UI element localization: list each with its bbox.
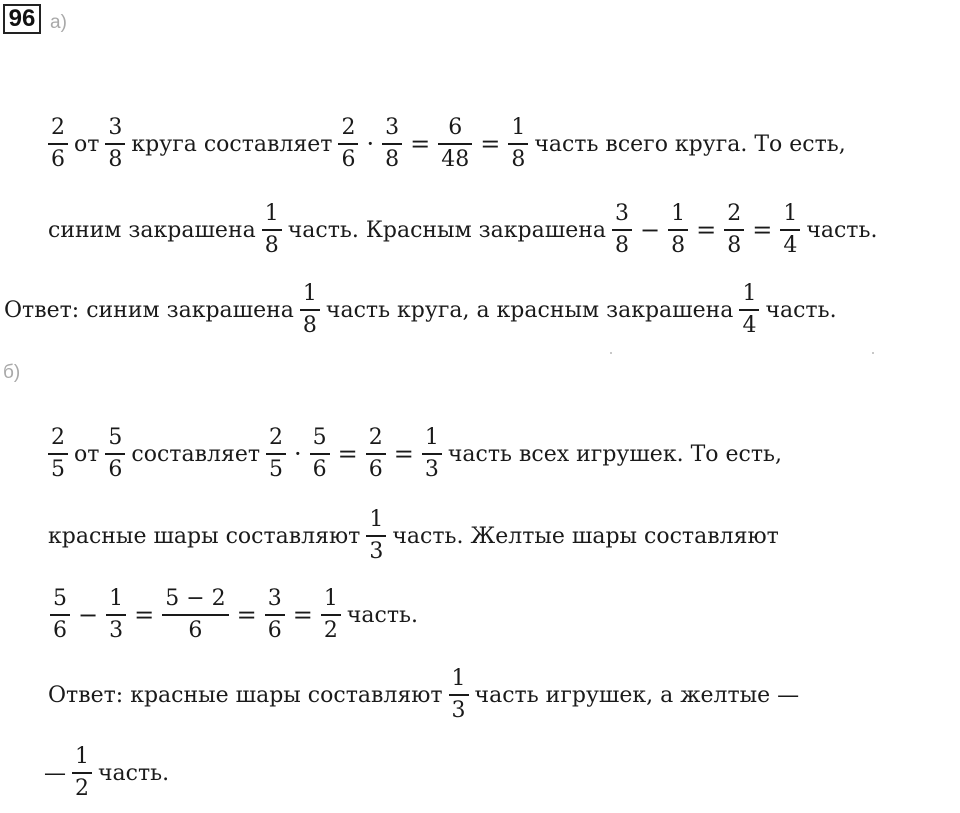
minus-sign: − xyxy=(640,216,661,244)
text: составляет xyxy=(131,441,261,467)
part-b-line-1 xyxy=(42,414,782,494)
fraction: $\frac{2}{6}$ xyxy=(48,115,68,173)
equals-sign: = xyxy=(480,130,501,158)
part-a-label: а) xyxy=(50,12,67,33)
part-a-line-1 xyxy=(42,104,846,184)
part-b-answer-continuation xyxy=(44,733,169,813)
text: часть всех игрушек. То есть, xyxy=(447,441,782,467)
fraction: $\frac{2}{5}$ xyxy=(48,425,68,483)
text: часть игрушек, а желтые — xyxy=(474,682,800,708)
fraction: $\frac{1}{2}$ xyxy=(321,586,341,644)
equals-sign: = xyxy=(292,601,313,629)
part-a-line-2 xyxy=(48,190,877,270)
fraction: $\frac{2}{8}$ xyxy=(724,201,744,259)
fraction: $\frac{1}{3}$ xyxy=(366,507,386,565)
fraction: $\frac{3}{8}$ xyxy=(105,115,125,173)
multiply-sign: · xyxy=(366,130,375,158)
fraction: $\frac{5}{6}$ xyxy=(310,425,330,483)
part-a-answer xyxy=(4,270,837,350)
fraction: $\frac{3}{8}$ xyxy=(612,201,632,259)
text: часть. Красным закрашена xyxy=(287,217,606,243)
part-b-label: б) xyxy=(3,362,21,383)
fraction: $\frac{1}{3}$ xyxy=(449,666,469,724)
equals-sign: = xyxy=(696,216,717,244)
equals-sign: = xyxy=(752,216,773,244)
fraction: $\frac{1}{8}$ xyxy=(262,201,282,259)
fraction: $\frac{2}{6}$ xyxy=(366,425,386,483)
fraction: $\frac{3}{6}$ xyxy=(265,586,285,644)
fraction: $\frac{3}{8}$ xyxy=(382,115,402,173)
fraction: $\frac{5}{6}$ xyxy=(50,586,70,644)
scan-speck xyxy=(872,352,874,354)
text: красные шары составляют xyxy=(48,523,361,549)
multiply-sign: · xyxy=(294,440,302,468)
fraction: $\frac{2}{6}$ xyxy=(338,115,358,173)
text: часть всего круга. То есть, xyxy=(534,131,846,157)
fraction: $\frac{1}{8}$ xyxy=(508,115,528,173)
text: часть. xyxy=(806,217,878,243)
scan-speck xyxy=(610,352,612,354)
text: — xyxy=(44,760,66,786)
text: круга составляет xyxy=(131,131,333,157)
text: часть. xyxy=(98,760,170,786)
fraction: $\frac{1}{3}$ xyxy=(422,425,442,483)
equals-sign: = xyxy=(337,440,358,468)
text: от xyxy=(74,131,100,157)
text: синим закрашена xyxy=(48,217,256,243)
part-b-line-2 xyxy=(48,496,779,576)
part-b-answer xyxy=(48,655,799,735)
fraction: $\frac{1}{8}$ xyxy=(300,281,320,339)
text: Ответ: синим закрашена xyxy=(4,297,294,323)
text: часть. xyxy=(346,602,418,628)
fraction: $\frac{1}{2}$ xyxy=(72,744,92,802)
text: от xyxy=(74,441,100,467)
part-b-line-3 xyxy=(44,575,418,655)
text: часть круга, а красным закрашена xyxy=(325,297,734,323)
equals-sign: = xyxy=(410,130,431,158)
text: часть. xyxy=(765,297,837,323)
text: Ответ: красные шары составляют xyxy=(48,682,443,708)
minus-sign: − xyxy=(78,601,99,629)
equals-sign: = xyxy=(393,440,414,468)
fraction: $\frac{5 - 2}{6}$ xyxy=(162,586,228,644)
fraction: $\frac{1}{4}$ xyxy=(780,201,800,259)
fraction: $\frac{6}{48}$ xyxy=(438,115,472,173)
equals-sign: = xyxy=(236,601,257,629)
fraction: $\frac{2}{5}$ xyxy=(266,425,286,483)
fraction: $\frac{1}{4}$ xyxy=(739,281,759,339)
fraction: $\frac{5}{6}$ xyxy=(105,425,125,483)
problem-number-badge: 96 xyxy=(3,4,41,34)
fraction: $\frac{1}{3}$ xyxy=(106,586,126,644)
text: часть. Желтые шары составляют xyxy=(392,523,779,549)
fraction: $\frac{1}{8}$ xyxy=(668,201,688,259)
equals-sign: = xyxy=(134,601,155,629)
